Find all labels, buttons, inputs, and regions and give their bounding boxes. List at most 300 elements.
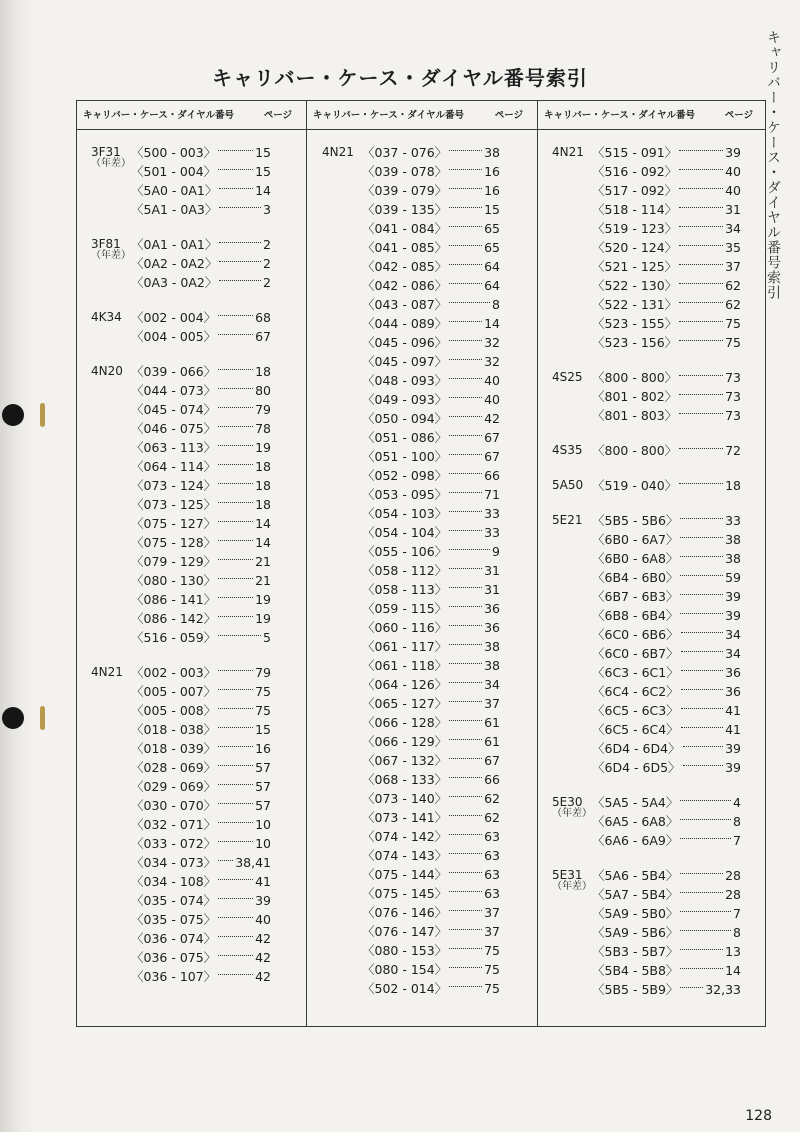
page-reference: 38,41	[235, 855, 271, 870]
punch-hole-top	[2, 404, 24, 426]
dot-leader	[681, 689, 723, 690]
page-reference: 28	[725, 887, 741, 902]
page-reference: 73	[725, 408, 741, 423]
index-entry	[322, 352, 500, 371]
case-dial-number: 〈036 - 107〉	[131, 969, 217, 984]
page-reference: 66	[484, 468, 500, 483]
index-entry	[91, 533, 271, 552]
page-reference: 67	[484, 449, 500, 464]
case-dial-number: 〈074 - 142〉	[362, 829, 448, 844]
index-entry	[322, 827, 500, 846]
index-entry	[91, 571, 271, 590]
index-entry	[91, 929, 271, 948]
index-column-1	[91, 143, 271, 1002]
index-entry	[552, 720, 741, 739]
page-reference: 18	[255, 478, 271, 493]
page-reference: 16	[484, 164, 500, 179]
caliber-sublabel: （年差）	[552, 808, 592, 819]
case-dial-number: 〈800 - 800〉	[592, 443, 678, 458]
index-entry	[322, 884, 500, 903]
index-entry	[552, 682, 741, 701]
caliber-sublabel: （年差）	[91, 158, 131, 169]
page-reference: 31	[725, 202, 741, 217]
dot-leader	[679, 375, 723, 376]
index-entry	[91, 720, 271, 739]
index-entry	[322, 599, 500, 618]
dot-leader	[218, 464, 253, 465]
case-dial-number: 〈037 - 076〉	[362, 145, 448, 160]
page-reference: 42	[255, 950, 271, 965]
caliber-sublabel: （年差）	[552, 881, 592, 892]
case-dial-number: 〈075 - 145〉	[362, 886, 448, 901]
dot-leader	[679, 413, 723, 414]
dot-leader	[218, 616, 253, 617]
case-dial-number: 〈068 - 133〉	[362, 772, 448, 787]
case-dial-number: 〈054 - 103〉	[362, 506, 448, 521]
case-dial-number: 〈055 - 106〉	[362, 544, 448, 559]
page-reference: 59	[725, 570, 741, 585]
page-reference: 38	[725, 551, 741, 566]
page-reference: 63	[484, 848, 500, 863]
dot-leader	[218, 936, 253, 937]
index-entry	[91, 162, 271, 181]
dot-leader	[680, 968, 723, 969]
case-dial-number: 〈519 - 123〉	[592, 221, 678, 236]
case-dial-number: 〈073 - 125〉	[131, 497, 217, 512]
dot-leader	[449, 150, 482, 151]
column-divider-2	[537, 101, 538, 1026]
case-dial-number: 〈005 - 008〉	[131, 703, 217, 718]
page-reference: 34	[484, 677, 500, 692]
index-entry	[91, 663, 271, 682]
index-entry	[91, 552, 271, 571]
page-reference: 15	[484, 202, 500, 217]
case-dial-number: 〈039 - 079〉	[362, 183, 448, 198]
index-entry	[322, 865, 500, 884]
index-entry	[552, 739, 741, 758]
index-entry	[552, 831, 741, 850]
case-dial-number: 〈6C0 - 6B7〉	[592, 646, 679, 661]
page-reference: 18	[255, 497, 271, 512]
case-dial-number: 〈049 - 093〉	[362, 392, 448, 407]
case-dial-number: 〈033 - 072〉	[131, 836, 217, 851]
page-reference: 37	[484, 905, 500, 920]
index-group	[552, 441, 741, 460]
header-page: ページ	[494, 110, 523, 121]
index-entry	[552, 368, 741, 387]
dot-leader	[449, 321, 482, 322]
page-reference: 36	[725, 684, 741, 699]
dot-leader	[679, 207, 723, 208]
page-reference: 37	[725, 259, 741, 274]
case-dial-number: 〈061 - 117〉	[362, 639, 448, 654]
index-entry	[322, 808, 500, 827]
index-entry	[322, 732, 500, 751]
page-reference: 57	[255, 779, 271, 794]
case-dial-number: 〈035 - 074〉	[131, 893, 217, 908]
index-entry	[552, 219, 741, 238]
dot-leader	[679, 394, 723, 395]
index-entry	[91, 235, 271, 254]
index-entry	[552, 793, 741, 812]
case-dial-number: 〈005 - 007〉	[131, 684, 217, 699]
case-dial-number: 〈002 - 004〉	[131, 310, 217, 325]
dot-leader	[683, 746, 723, 747]
page-reference: 34	[725, 627, 741, 642]
index-entry	[322, 257, 500, 276]
page-reference: 75	[255, 703, 271, 718]
page-reference: 19	[255, 440, 271, 455]
index-entry	[322, 390, 500, 409]
case-dial-number: 〈6C5 - 6C4〉	[592, 722, 679, 737]
dot-leader	[679, 448, 723, 449]
page-reference: 33	[725, 513, 741, 528]
index-entry	[552, 568, 741, 587]
header-page: ページ	[263, 110, 292, 121]
page-reference: 75	[255, 684, 271, 699]
case-dial-number: 〈5B3 - 5B7〉	[592, 944, 679, 959]
index-entry	[322, 409, 500, 428]
case-dial-number: 〈5B4 - 5B8〉	[592, 963, 679, 978]
case-dial-number: 〈045 - 074〉	[131, 402, 217, 417]
index-group	[91, 235, 271, 292]
dot-leader	[680, 537, 723, 538]
case-dial-number: 〈059 - 115〉	[362, 601, 448, 616]
caliber-label: 4S35	[552, 443, 583, 457]
page-reference: 63	[484, 829, 500, 844]
case-dial-number: 〈080 - 130〉	[131, 573, 217, 588]
case-dial-number: 〈002 - 003〉	[131, 665, 217, 680]
index-entry	[322, 504, 500, 523]
dot-leader	[218, 540, 253, 541]
page-reference: 39	[725, 589, 741, 604]
index-entry	[322, 333, 500, 352]
dot-leader	[218, 388, 253, 389]
page-reference: 64	[484, 278, 500, 293]
case-dial-number: 〈042 - 085〉	[362, 259, 448, 274]
page-reference: 80	[255, 383, 271, 398]
page-reference: 38	[484, 145, 500, 160]
index-group	[552, 476, 741, 495]
index-entry	[552, 143, 741, 162]
case-dial-number: 〈6C3 - 6C1〉	[592, 665, 679, 680]
dot-leader	[449, 169, 482, 170]
case-dial-number: 〈5A7 - 5B4〉	[592, 887, 679, 902]
index-entry	[91, 609, 271, 628]
case-dial-number: 〈6A6 - 6A9〉	[592, 833, 679, 848]
index-entry	[552, 238, 741, 257]
dot-leader	[449, 682, 482, 683]
dot-leader	[449, 511, 482, 512]
index-entry	[552, 663, 741, 682]
case-dial-number: 〈045 - 096〉	[362, 335, 448, 350]
caliber-label: 4S25	[552, 370, 583, 384]
side-index-title: キャリバー・ケース・ダイヤル番号索引	[765, 30, 781, 300]
page-reference: 14	[255, 183, 271, 198]
page-reference: 32,33	[705, 982, 741, 997]
page-reference: 14	[725, 963, 741, 978]
caliber-label: 4N20	[91, 364, 123, 378]
dot-leader	[680, 819, 731, 820]
index-entry	[322, 770, 500, 789]
page-reference: 73	[725, 370, 741, 385]
index-column-2	[322, 143, 500, 1014]
page-reference: 33	[484, 525, 500, 540]
dot-leader	[218, 841, 253, 842]
dot-leader	[218, 334, 253, 335]
page-reference: 42	[484, 411, 500, 426]
case-dial-number: 〈042 - 086〉	[362, 278, 448, 293]
case-dial-number: 〈6C0 - 6B6〉	[592, 627, 679, 642]
case-dial-number: 〈5B5 - 5B9〉	[592, 982, 679, 997]
dot-leader	[449, 454, 482, 455]
index-entry	[322, 181, 500, 200]
case-dial-number: 〈063 - 113〉	[131, 440, 217, 455]
page-reference: 39	[725, 760, 741, 775]
dot-leader	[449, 530, 482, 531]
page-reference: 8	[733, 925, 741, 940]
case-dial-number: 〈060 - 116〉	[362, 620, 448, 635]
index-table	[76, 100, 766, 1027]
case-dial-number: 〈522 - 131〉	[592, 297, 678, 312]
dot-leader	[449, 625, 482, 626]
dot-leader	[218, 860, 233, 861]
case-dial-number: 〈521 - 125〉	[592, 259, 678, 274]
caliber-label: 5E21	[552, 513, 583, 527]
page-reference: 63	[484, 867, 500, 882]
dot-leader	[218, 559, 253, 560]
index-entry	[552, 511, 741, 530]
dot-leader	[449, 473, 482, 474]
case-dial-number: 〈073 - 140〉	[362, 791, 448, 806]
index-entry	[552, 606, 741, 625]
page-reference: 72	[725, 443, 741, 458]
page-reference: 75	[484, 962, 500, 977]
page-reference: 28	[725, 868, 741, 883]
index-entry	[552, 387, 741, 406]
case-dial-number: 〈517 - 092〉	[592, 183, 678, 198]
index-entry	[552, 923, 741, 942]
dot-leader	[218, 784, 253, 785]
caliber-label: 4K34	[91, 310, 122, 324]
case-dial-number: 〈0A2 - 0A2〉	[131, 256, 218, 271]
dot-leader	[449, 492, 482, 493]
dot-leader	[218, 445, 253, 446]
dot-leader	[681, 632, 723, 633]
case-dial-number: 〈064 - 114〉	[131, 459, 217, 474]
case-dial-number: 〈075 - 127〉	[131, 516, 217, 531]
index-entry	[552, 162, 741, 181]
case-dial-number: 〈045 - 097〉	[362, 354, 448, 369]
index-entry	[552, 530, 741, 549]
page-reference: 67	[484, 430, 500, 445]
dot-leader	[449, 587, 482, 588]
dot-leader	[449, 967, 482, 968]
case-dial-number: 〈041 - 084〉	[362, 221, 448, 236]
index-entry	[322, 618, 500, 637]
case-dial-number: 〈018 - 039〉	[131, 741, 217, 756]
case-dial-number: 〈5A9 - 5B0〉	[592, 906, 679, 921]
index-entry	[91, 777, 271, 796]
index-entry	[91, 327, 271, 346]
page-reference: 68	[255, 310, 271, 325]
case-dial-number: 〈036 - 075〉	[131, 950, 217, 965]
dot-leader	[680, 987, 703, 988]
case-dial-number: 〈043 - 087〉	[362, 297, 448, 312]
index-entry	[552, 181, 741, 200]
case-dial-number: 〈051 - 100〉	[362, 449, 448, 464]
page-reference: 15	[255, 164, 271, 179]
case-dial-number: 〈6D4 - 6D5〉	[592, 760, 681, 775]
page-reference: 38	[484, 639, 500, 654]
case-dial-number: 〈6D4 - 6D4〉	[592, 741, 681, 756]
dot-leader	[219, 207, 261, 208]
index-entry	[322, 219, 500, 238]
page-reference: 2	[263, 237, 271, 252]
page-reference: 67	[255, 329, 271, 344]
case-dial-number: 〈066 - 128〉	[362, 715, 448, 730]
page-reference: 15	[255, 722, 271, 737]
page-reference: 8	[492, 297, 500, 312]
caliber-label: 4N21	[552, 145, 584, 159]
page-reference: 39	[255, 893, 271, 908]
index-entry	[552, 961, 741, 980]
case-dial-number: 〈0A1 - 0A1〉	[131, 237, 218, 252]
case-dial-number: 〈073 - 141〉	[362, 810, 448, 825]
page-reference: 4	[733, 795, 741, 810]
page-reference: 39	[725, 145, 741, 160]
dot-leader	[218, 521, 253, 522]
dot-leader	[219, 261, 261, 262]
index-entry	[552, 904, 741, 923]
page-reference: 32	[484, 335, 500, 350]
page-reference: 75	[725, 335, 741, 350]
dot-leader	[218, 635, 261, 636]
dot-leader	[218, 597, 253, 598]
index-entry	[91, 910, 271, 929]
index-entry	[322, 903, 500, 922]
page-reference: 35	[725, 240, 741, 255]
page-reference: 75	[484, 981, 500, 996]
page-reference: 21	[255, 554, 271, 569]
case-dial-number: 〈800 - 800〉	[592, 370, 678, 385]
page-reference: 8	[733, 814, 741, 829]
dot-leader	[680, 575, 723, 576]
page-reference: 62	[725, 278, 741, 293]
dot-leader	[218, 689, 253, 690]
index-entry	[552, 644, 741, 663]
page-reference: 39	[725, 741, 741, 756]
dot-leader	[679, 264, 723, 265]
page-reference: 67	[484, 753, 500, 768]
index-group	[552, 368, 741, 425]
caliber-label: 5E30	[552, 795, 583, 809]
case-dial-number: 〈086 - 141〉	[131, 592, 217, 607]
page-reference: 13	[725, 944, 741, 959]
case-dial-number: 〈519 - 040〉	[592, 478, 678, 493]
binder-edge	[0, 0, 34, 1132]
page-reference: 41	[725, 703, 741, 718]
page-reference: 78	[255, 421, 271, 436]
index-entry	[322, 523, 500, 542]
page-reference: 7	[733, 906, 741, 921]
dot-leader	[218, 765, 253, 766]
case-dial-number: 〈058 - 112〉	[362, 563, 448, 578]
dot-leader	[449, 207, 482, 208]
index-entry	[552, 441, 741, 460]
index-entry	[322, 580, 500, 599]
index-group	[552, 143, 741, 352]
page-reference: 65	[484, 240, 500, 255]
case-dial-number: 〈065 - 127〉	[362, 696, 448, 711]
index-entry	[91, 967, 271, 986]
dot-leader	[680, 911, 731, 912]
case-dial-number: 〈5B5 - 5B6〉	[592, 513, 679, 528]
index-entry	[552, 625, 741, 644]
dot-leader	[679, 321, 723, 322]
dot-leader	[679, 283, 723, 284]
header-label: キャリバー・ケース・ダイヤル番号	[313, 110, 464, 121]
dot-leader	[218, 803, 253, 804]
page-reference: 62	[725, 297, 741, 312]
page-reference: 16	[484, 183, 500, 198]
case-dial-number: 〈034 - 073〉	[131, 855, 217, 870]
case-dial-number: 〈064 - 126〉	[362, 677, 448, 692]
index-entry	[322, 314, 500, 333]
case-dial-number: 〈030 - 070〉	[131, 798, 217, 813]
index-entry	[322, 675, 500, 694]
case-dial-number: 〈523 - 155〉	[592, 316, 678, 331]
page-reference: 42	[255, 931, 271, 946]
index-entry	[322, 713, 500, 732]
index-entry	[552, 549, 741, 568]
index-entry	[322, 960, 500, 979]
index-entry	[322, 979, 500, 998]
page-reference: 18	[255, 364, 271, 379]
caliber-sublabel: （年差）	[91, 250, 131, 261]
index-entry	[91, 758, 271, 777]
index-entry	[322, 485, 500, 504]
page-reference: 2	[263, 256, 271, 271]
page-reference: 3	[263, 202, 271, 217]
dot-leader	[218, 369, 253, 370]
case-dial-number: 〈074 - 143〉	[362, 848, 448, 863]
dot-leader	[680, 949, 723, 950]
punch-hole-bottom	[2, 707, 24, 729]
page-reference: 39	[725, 608, 741, 623]
case-dial-number: 〈034 - 108〉	[131, 874, 217, 889]
index-entry	[322, 200, 500, 219]
case-dial-number: 〈6B4 - 6B0〉	[592, 570, 679, 585]
case-dial-number: 〈050 - 094〉	[362, 411, 448, 426]
index-entry	[552, 758, 741, 777]
dot-leader	[681, 670, 723, 671]
case-dial-number: 〈501 - 004〉	[131, 164, 217, 179]
case-dial-number: 〈080 - 154〉	[362, 962, 448, 977]
caliber-label: 4N21	[322, 145, 354, 159]
index-entry	[552, 257, 741, 276]
case-dial-number: 〈073 - 124〉	[131, 478, 217, 493]
case-dial-number: 〈515 - 091〉	[592, 145, 678, 160]
page-reference: 40	[725, 164, 741, 179]
header-col-1	[77, 101, 306, 129]
case-dial-number: 〈036 - 074〉	[131, 931, 217, 946]
page-reference: 32	[484, 354, 500, 369]
case-dial-number: 〈516 - 092〉	[592, 164, 678, 179]
page-reference: 19	[255, 592, 271, 607]
dot-leader	[218, 746, 253, 747]
dot-leader	[449, 872, 482, 873]
